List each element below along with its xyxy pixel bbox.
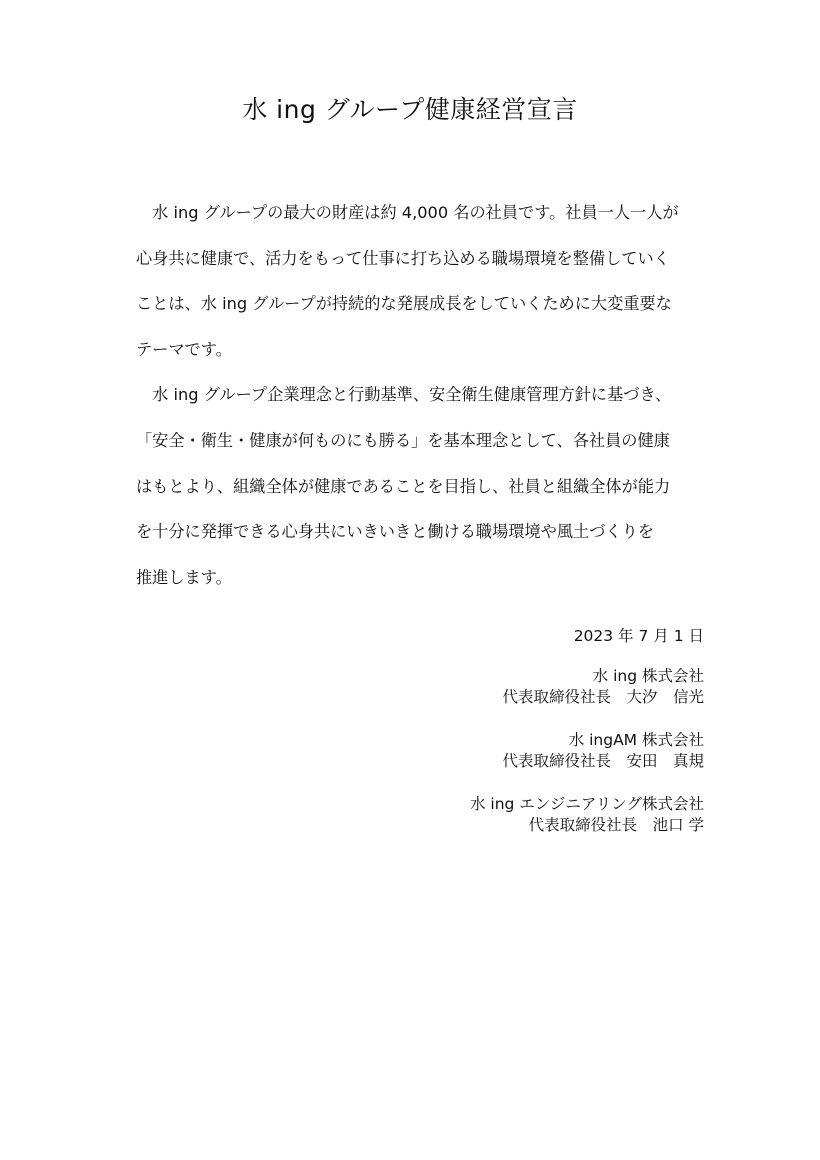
declaration-date: 2023 年 7 月 1 日 [573,627,704,645]
body-line: テーマです。 [136,339,232,359]
body-line: 心身共に健康で、活力をもって仕事に打ち込める職場環境を整備していく [136,248,670,268]
representative-name: 代表取締役社長 安田 真規 [502,752,704,770]
company-name: 水 ing エンジニアリング株式会社 [469,795,704,813]
body-line: 水 ing グループ企業理念と行動基準、安全衛生健康管理方針に基づき、 [136,385,672,405]
signatory-block [470,730,704,772]
signatory-list [470,666,704,858]
declaration-body [136,190,696,600]
representative-name: 代表取締役社長 池口 学 [528,816,704,834]
body-line: を十分に発揮できる心身共にいきいきと働ける職場環境や風土づくりを [136,522,654,542]
body-line: 「安全・衛生・健康が何ものにも勝る」を基本理念として、各社員の健康 [136,430,670,450]
signatory-block [470,666,704,708]
representative-name: 代表取締役社長 大汐 信光 [502,688,704,706]
document-title: 水 ing グループ健康経営宣言 [242,95,578,124]
signatory-block [470,794,704,836]
body-line: はもとより、組織全体が健康であることを目指し、社員と組織全体が能力 [136,476,671,496]
company-name: 水 ingAM 株式会社 [568,731,704,749]
company-name: 水 ing 株式会社 [592,667,704,685]
body-line: ことは、水 ing グループが持続的な発展成長をしていくために大変重要な [136,294,672,314]
body-line: 推進します。 [136,567,232,587]
body-line: 水 ing グループの最大の財産は約 4,000 名の社員です。社員一人一人が [136,203,679,222]
